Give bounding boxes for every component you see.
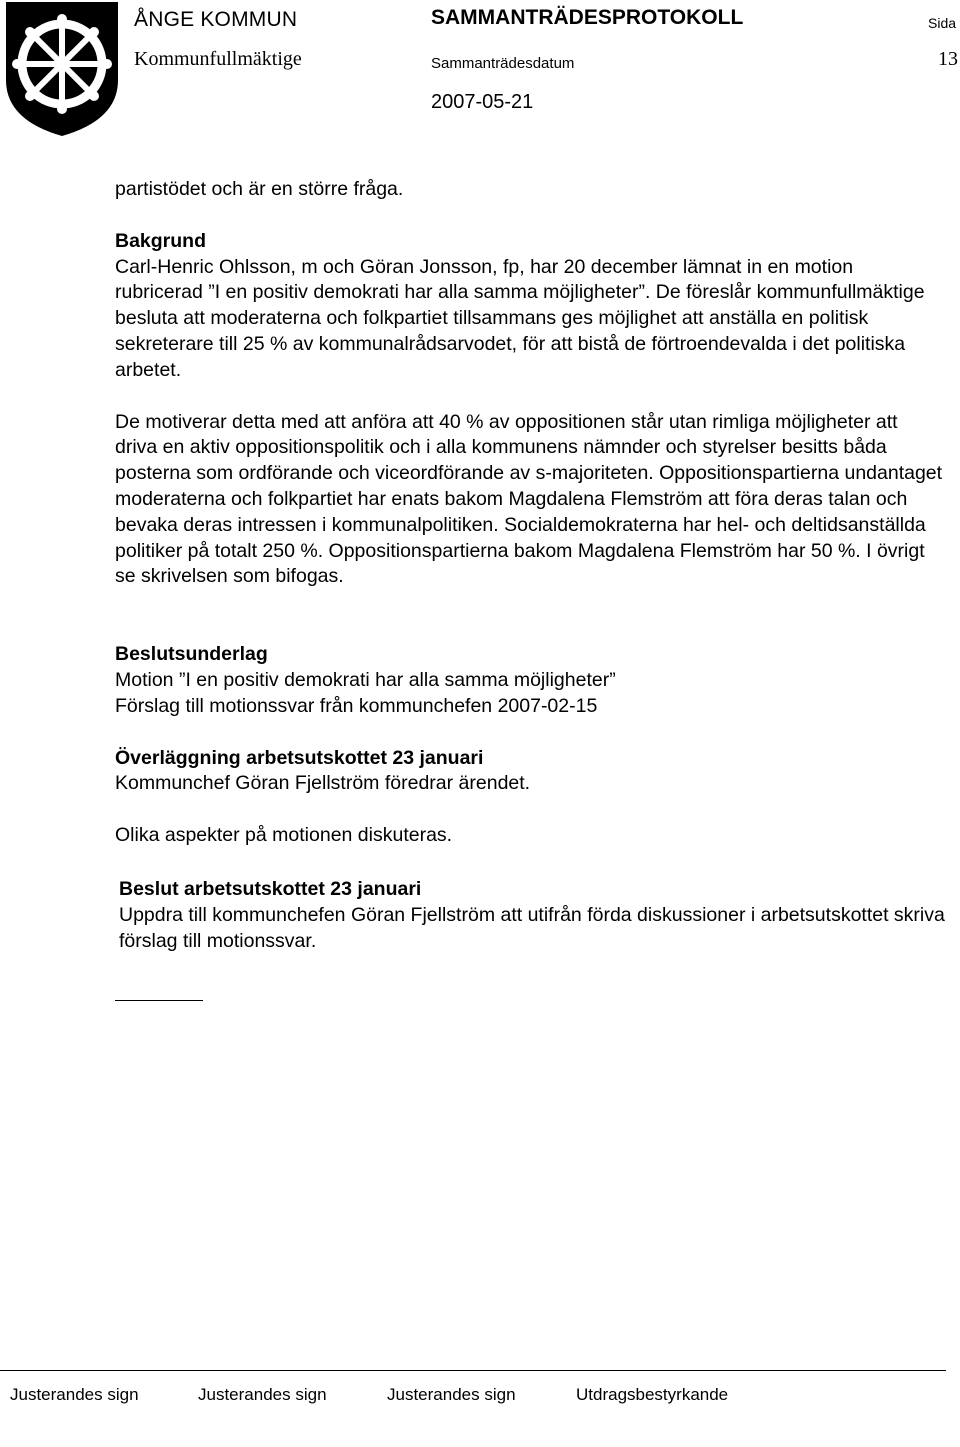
meeting-date-label: Sammanträdesdatum (431, 55, 575, 72)
page-number: 13 (938, 48, 958, 70)
signature-field: Justerandes sign (387, 1385, 516, 1404)
certification-field: Utdragsbestyrkande (576, 1385, 729, 1404)
protocol-body (115, 177, 945, 954)
intro-text: partistödet och är en större fråga. (115, 178, 404, 200)
section-heading-beslutsunderlag: Beslutsunderlag (115, 643, 268, 666)
beslut-section (119, 877, 945, 954)
section-heading-beslut: Beslut arbetsutskottet 23 januari (119, 877, 422, 900)
bakgrund-paragraph: De motiverar detta med att anföra att 40 % av oppositionen står utan rimliga möjligheter att driva en aktiv oppositionspolitik och i alla kommunens nämnder och styrelser besitts båda posterna som ordförande och viceordförande av s-majoriteten. Oppositionspartierna undantaget moderaterna och folkpartiet har enats bakom Magdalena Flemström att föra deras talan och bevaka deras intressen i kommunalpolitiken. Socialdemokraterna har hel- och deltidsanställda politiker på totalt 250 %. Oppositionspartierna bakom Magdalena Flemström har 50 %. I övrigt se skrivelsen som bifogas. (115, 410, 943, 588)
section-heading-bakgrund: Bakgrund (115, 229, 207, 252)
beslutsunderlag-item: Förslag till motionssvar från kommunchefen 2007-02-15 (115, 694, 598, 717)
beslut-text: Uppdra till kommunchefen Göran Fjellström att utifrån förda diskussioner i arbetsutskottet skriva förslag till motionssvar. (119, 903, 945, 952)
document-type-title: SAMMANTRÄDESPROTOKOLL (431, 6, 744, 29)
governing-body-name: Kommunfullmäktige (134, 48, 302, 70)
page-label: Sida (928, 15, 957, 31)
meeting-date: 2007-05-21 (431, 91, 534, 113)
section-heading-overlaggning: Överläggning arbetsutskottet 23 januari (115, 746, 484, 769)
footer-divider (0, 1370, 946, 1371)
organization-name: ÅNGE KOMMUN (134, 8, 298, 31)
beslutsunderlag-item: Motion ”I en positiv demokrati har alla samma möjligheter” (115, 668, 616, 691)
signature-field: Justerandes sign (198, 1385, 327, 1404)
signature-field: Justerandes sign (10, 1385, 139, 1404)
overlaggning-line: Kommunchef Göran Fjellström föredrar ärendet. (115, 772, 531, 795)
bakgrund-paragraph: Carl-Henric Ohlsson, m och Göran Jonsson, fp, har 20 december lämnat in en motion rubricerad ”I en positiv demokrati har alla samma möjligheter”. De föreslår kommunfullmäktige besluta att moderaterna och folkpartiet tillsammans ges möjlighet att anställa en politisk sekreterare till 25 % av kommunalrådsarvodet, för att bistå de förtroendevalda i det politiska arbetet. (115, 255, 925, 381)
municipal-coat-of-arms-logo (4, 2, 120, 136)
end-rule (115, 1000, 203, 1001)
overlaggning-line: Olika aspekter på motionen diskuteras. (115, 824, 453, 847)
